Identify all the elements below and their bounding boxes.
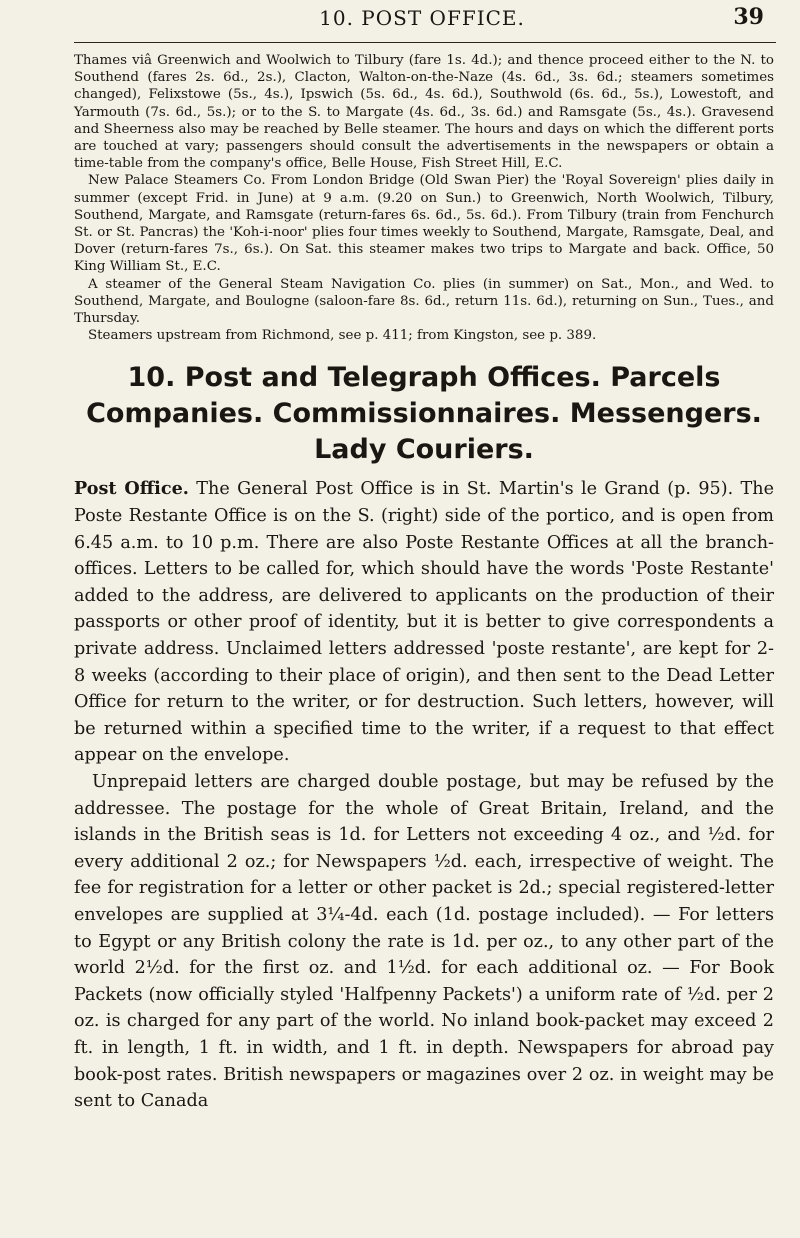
paragraph: Thames viâ Greenwich and Woolwich to Tilbury (fare 1s. 4d.); and thence proceed either to the N. to Southend (fares 2s. 6d., 2s.), Clacton, Walton-on-the-Naze (4s. 6d., 3s. 6d.; steamers sometimes changed), Felixstowe (5s., 4s.), Ipswich (5s. 6d., 4s. 6d.), Southwold (6s. 6d., 5s.), Lowestoft, and Yarmouth (7s. 6d., 5s.); or to the S. to Margate (4s. 6d., 3s. 6d.) and Ramsgate (5s., 4s.). Gravesend and Sheerness also may be reached by Belle steamer. The hours and days on which the different ports are touched at vary; passengers should consult the advertisements in the newspapers or obtain a time-table from the company's office, Belle House, Fish Street Hill, E.C. bbox=[74, 53, 774, 172]
paragraph-text: The General Post Office is in St. Martin's le Grand (p. 95). The Poste Restante Office is on the S. (right) side of the portico, and is open from 6.45 a.m. to 10 p.m. There are also Poste Restante Offices at all the branch-offices. Letters to be called for, which should have the words 'Poste Restante' added to the address, are delivered to applicants on the production of their passports or other proof of identity, but it is better to give correspondents a private address. Unclaimed letters addressed 'poste restante', are kept for 2-8 weeks (according to their place of origin), and then sent to the Dead Letter Office for return to the writer, or for destruction. Such letters, however, will be returned within a specified time to the writer, if a request to that effect appear on the envelope. bbox=[74, 479, 774, 766]
page-body bbox=[74, 52, 774, 1115]
page-number: 39 bbox=[733, 4, 764, 30]
steamer-services-text bbox=[74, 52, 774, 344]
post-office-text bbox=[74, 476, 774, 1114]
running-title: 10. POST OFFICE. bbox=[319, 6, 525, 30]
header-rule bbox=[74, 42, 776, 43]
page-header bbox=[74, 6, 770, 46]
paragraph: Steamers upstream from Richmond, see p. 411; from Kingston, see p. 389. bbox=[88, 328, 597, 344]
paragraph bbox=[74, 476, 774, 769]
paragraph: New Palace Steamers Co. From London Bridge (Old Swan Pier) the 'Royal Sovereign' plies daily in summer (except Frid. in June) at 9 a.m. (9.20 on Sun.) to Greenwich, North Woolwich, Tilbury, Southend, Margate, and Ramsgate (return-fares 6s. 6d., 5s. 6d.). From Tilbury (train from Fenchurch St. or St. Pancras) the 'Koh-i-noor' plies four times weekly to Southend, Margate, Ramsgate, Deal, and Dover (return-fares 7s., 6s.). On Sat. this steamer makes two trips to Margate and back. Office, 50 King William St., E.C. bbox=[74, 173, 774, 275]
section-heading: 10. Post and Telegraph Offices. Parcels Companies. Commissionnaires. Messengers. Lady Couriers. bbox=[86, 362, 762, 466]
paragraph: Unprepaid letters are charged double postage, but may be refused by the addressee. The postage for the whole of Great Britain, Ireland, and the islands in the British seas is 1d. for Letters not exceeding 4 oz., and ½d. for every additional 2 oz.; for Newspapers ½d. each, irrespective of weight. The fee for registration for a letter or other packet is 2d.; special registered-letter envelopes are supplied at 3¼-4d. each (1d. postage included). — For letters to Egypt or any British colony the rate is 1d. per oz., to any other part of the world 2½d. for the first oz. and 1½d. for each additional oz. — For Book Packets (now officially styled 'Halfpenny Packets') a uniform rate of ½d. per 2 oz. is charged for any part of the world. No inland book-packet may exceed 2 ft. in length, 1 ft. in width, and 1 ft. in depth. Newspapers for abroad pay book-post rates. British newspapers or magazines over 2 oz. in weight may be sent to Canada bbox=[74, 771, 774, 1112]
paragraph: A steamer of the General Steam Navigation Co. plies (in summer) on Sat., Mon., and Wed. to Southend, Margate, and Boulogne (saloon-fare 8s. 6d., return 11s. 6d.), returning on Sun., Tues., and Thursday. bbox=[74, 276, 774, 327]
paragraph-label: Post Office. bbox=[74, 478, 189, 500]
